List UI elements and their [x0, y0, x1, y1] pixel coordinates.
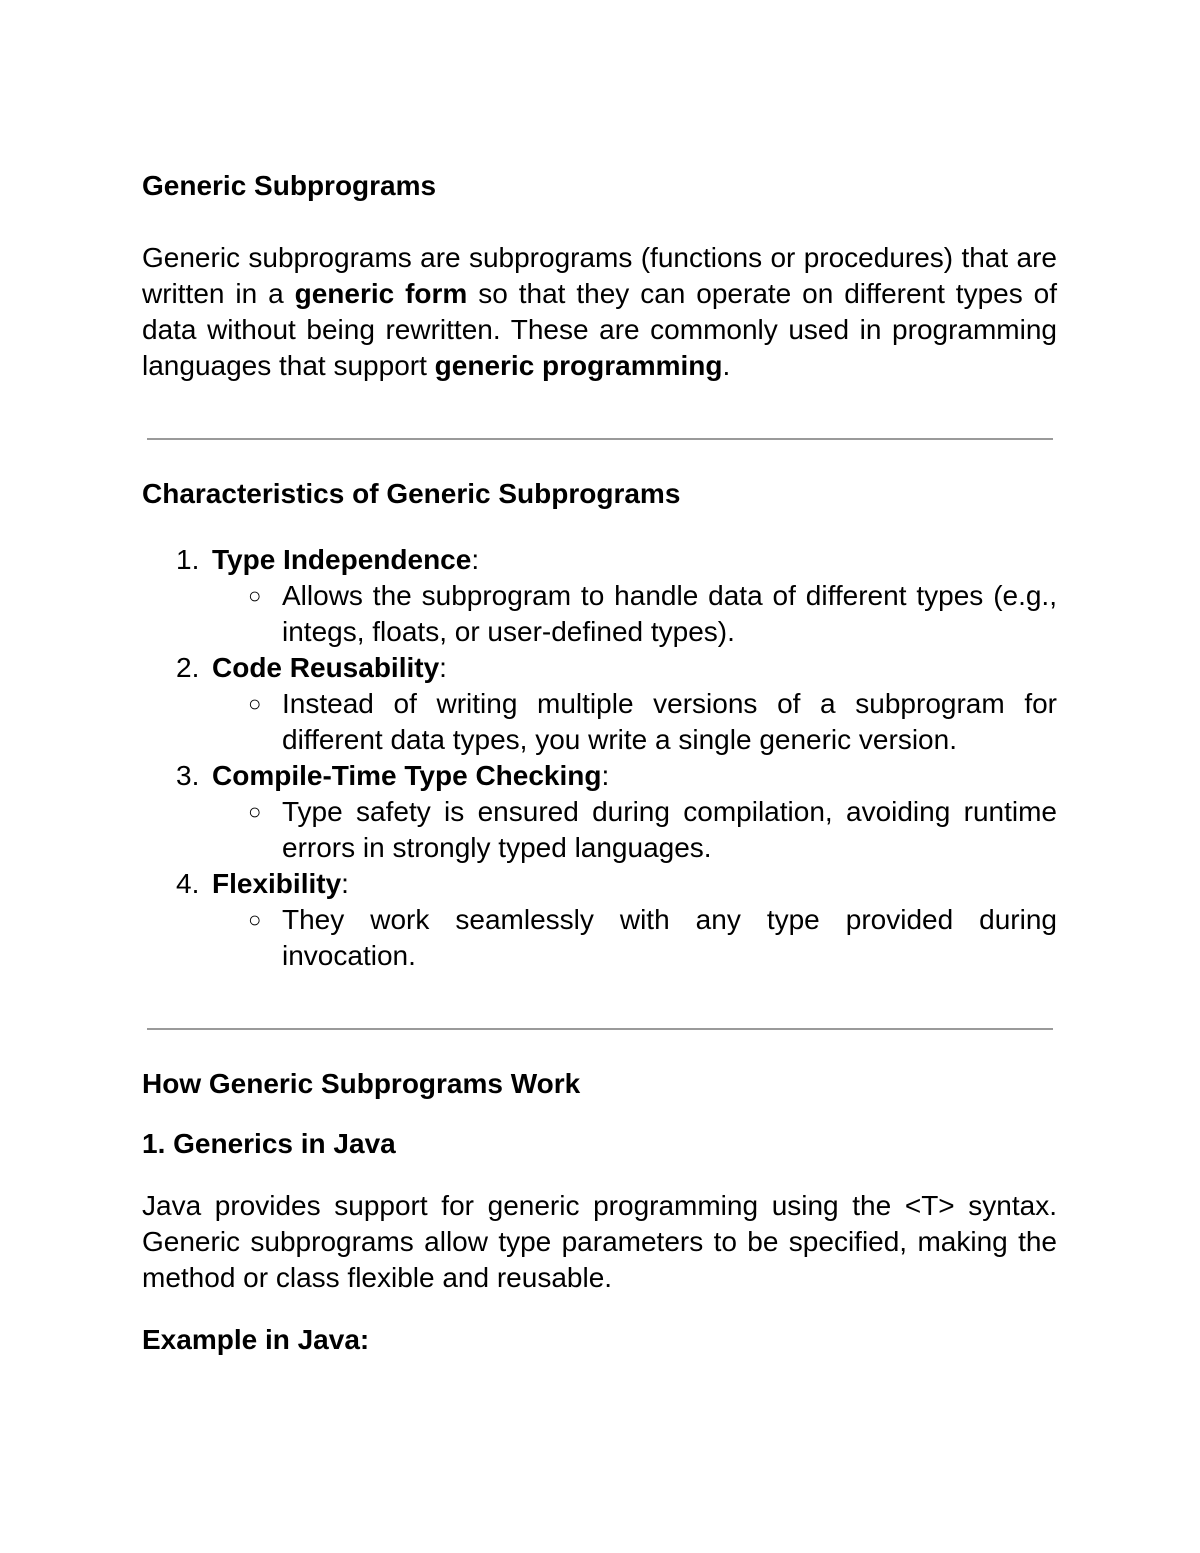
- list-label: Compile-Time Type Checking: [212, 760, 602, 791]
- sub-bullet: [142, 902, 1057, 974]
- sub-bullet-text: Type safety is ensured during compilation, avoiding runtime errors in strongly typed languages.: [282, 796, 1057, 863]
- list-number: 2.: [176, 652, 200, 683]
- section-title-how-it-works: How Generic Subprograms Work: [142, 1068, 581, 1099]
- sub-bullet: [142, 686, 1057, 758]
- circle-bullet-icon: ○: [248, 907, 262, 932]
- circle-bullet-icon: ○: [248, 691, 262, 716]
- circle-bullet-icon: ○: [248, 583, 262, 608]
- list-colon: :: [471, 544, 480, 575]
- list-number: 4.: [176, 868, 200, 899]
- sub-bullet: [142, 578, 1057, 650]
- list-number: 3.: [176, 760, 200, 791]
- list-colon: :: [439, 652, 447, 683]
- section-title-generic-subprograms: Generic Subprograms: [142, 170, 437, 201]
- divider-2: [147, 1028, 1053, 1030]
- java-paragraph: Java provides support for generic programming using the <T> syntax. Generic subprograms allow type parameters to be specified, making the method or class flexible and reusable.: [142, 1190, 1057, 1293]
- sub-bullet: [142, 794, 1057, 866]
- list-item: [142, 866, 1057, 974]
- subsection-title-java: 1. Generics in Java: [142, 1128, 396, 1159]
- sub-bullet-text: Instead of writing multiple versions of a subprogram for different data types, you write a single generic version.: [282, 688, 1057, 755]
- characteristics-list: [142, 542, 1057, 974]
- list-colon: :: [601, 760, 610, 791]
- document-page: [142, 168, 1057, 1358]
- circle-bullet-icon: ○: [248, 799, 262, 824]
- list-number: 1.: [176, 544, 200, 575]
- sub-bullet-text: Allows the subprogram to handle data of different types (e.g., integs, floats, or user-defined types).: [282, 580, 1057, 647]
- intro-text-1: Generic subprograms are subprograms (functions or procedures) that are written in a: [142, 242, 1057, 309]
- list-item: [142, 650, 1057, 758]
- list-label: Code Reusability: [212, 652, 440, 683]
- section-title-characteristics: Characteristics of Generic Subprograms: [142, 478, 681, 509]
- intro-bold-generic-programming: generic programming: [434, 350, 723, 381]
- list-item: [142, 758, 1057, 866]
- list-colon: :: [341, 868, 349, 899]
- list-label: Type Independence: [212, 544, 472, 575]
- divider-1: [147, 438, 1053, 440]
- intro-text-2: so that they can operate on different types of data without being rewritten. These are commonly used in programming languages that support: [142, 278, 1057, 381]
- sub-bullet-text: They work seamlessly with any type provided during invocation.: [282, 904, 1057, 971]
- intro-bold-generic-form: generic form: [294, 278, 468, 309]
- list-item: [142, 542, 1057, 650]
- intro-paragraph: [142, 240, 1057, 384]
- example-title: Example in Java:: [142, 1324, 370, 1355]
- list-label: Flexibility: [212, 868, 342, 899]
- intro-text-3: .: [722, 350, 731, 381]
